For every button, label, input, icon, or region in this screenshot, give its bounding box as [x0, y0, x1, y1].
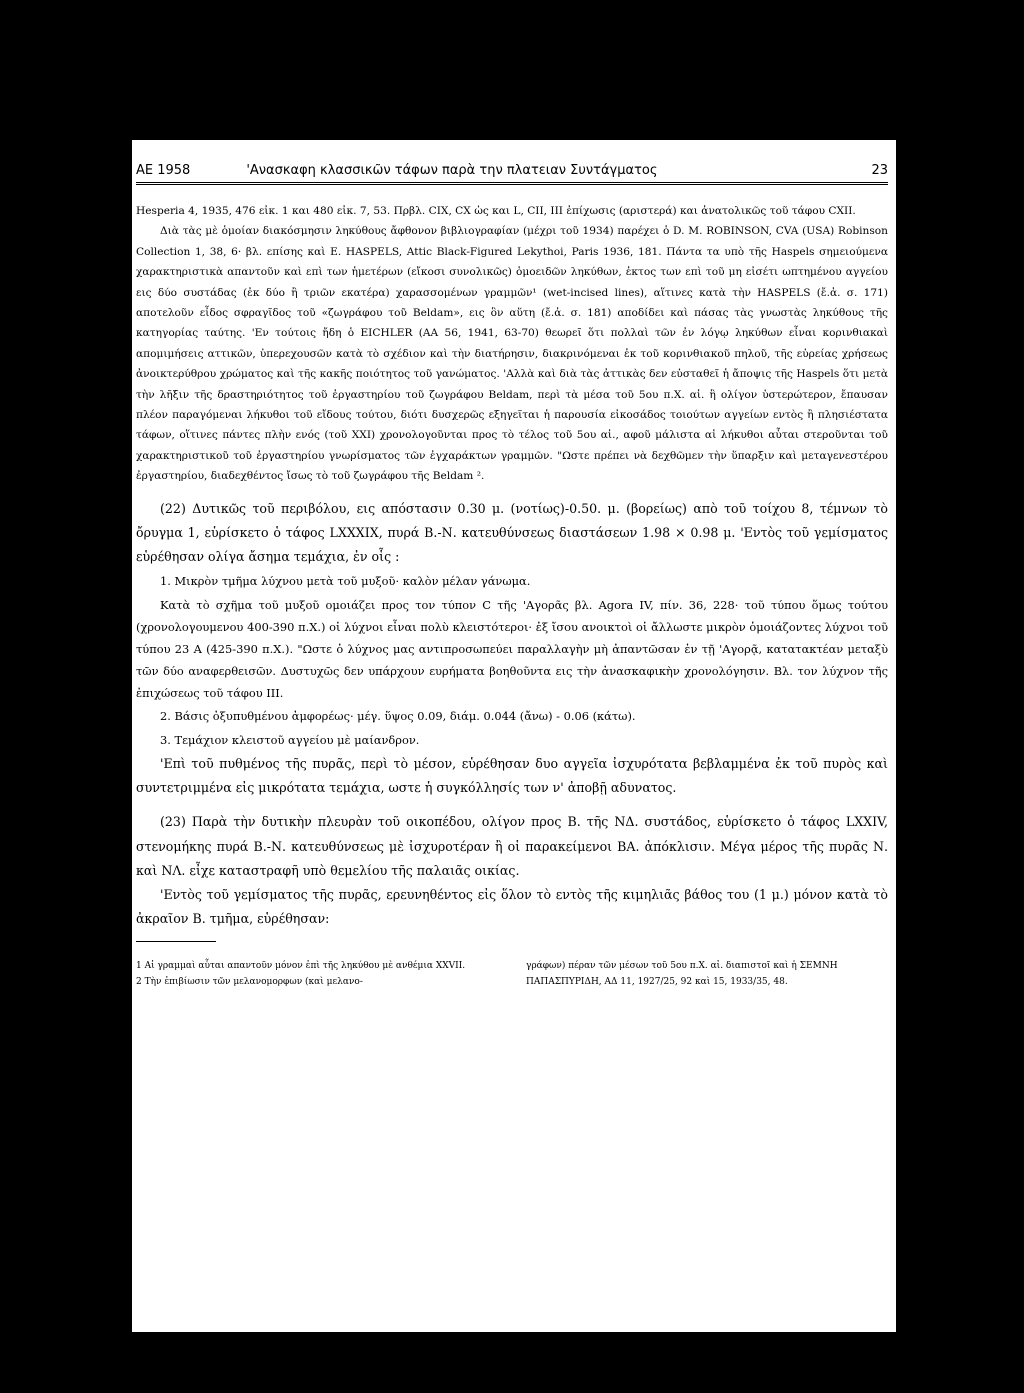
- journal-label: ΑΕ 1958: [136, 163, 191, 178]
- page-number: 23: [871, 163, 888, 178]
- footnote: 1 Αἱ γραμμαὶ αὗται απαντοῦν μόνον ἐπὶ τῆς ληκύθου μὲ ανθέμια XXVII.: [136, 961, 466, 972]
- footnote: γράφων) πέραν τῶν μέσων τοῦ 5ου π.Χ. αἰ. διαπιστοῖ καὶ ἡ ΣΕΜΝΗ ΠΑΠΑΣΠΥΡΙΔΗ, ΑΔ 11, 1927/25, 92 καὶ 15, 1933/35, 48.: [526, 961, 838, 988]
- list-item: 2. Βάσις ὀξυπυθμένου ἀμφορέως· μέγ. ὕψος 0.09, διάμ. 0.044 (ἄνω) - 0.06 (κάτω).: [160, 708, 636, 723]
- section-intro: (23) Παρὰ τὴν δυτικὴν πλευρὰν τοῦ οικοπέδου, ολίγον προς Β. τῆς ΝΔ. συστάδος, εὑρίσκετο ὁ τάφος LXXIV, στενομήκης πυρά Β.-Ν. κατευθύνσεως μὲ ἰσχυροτέραν ἢ οἱ παρακείμενοι ΒΑ. ἀπόκλισιν. Μέγα μέρος τῆς πυρᾶς Ν. καὶ ΝΛ. εἶχε καταστραφῆ υπὸ θεμελίου τῆς παλαιᾶς οικίας.: [136, 814, 888, 878]
- small-print-notes: [136, 201, 888, 487]
- footnote-rule: [136, 941, 216, 942]
- running-title: 'Ανασκαφη κλασσικῶν τάφων παρὰ την πλατειαν Συντάγματος: [246, 163, 658, 178]
- section-closing: 'Εντὸς τοῦ γεμίσματος τῆς πυρᾶς, ερευνηθέντος εἰς ὅλον τὸ εντὸς τῆς κιμηλιᾶς βάθος του (1 μ.) μόνον κατὰ τὸ ἀκραῖον Β. τμῆμα, εὑρέθησαν:: [136, 886, 888, 927]
- list-item: 3. Τεμάχιον κλειστοῦ αγγείου μὲ μαίανδρον.: [160, 732, 420, 747]
- footnotes: [136, 958, 888, 990]
- running-header: [136, 148, 888, 185]
- footnote: 2 Τὴν ἐπιβίωσιν τῶν μελανομορφων (καὶ μελανο-: [136, 977, 363, 988]
- footnotes-left: [136, 958, 498, 990]
- section-intro: (22) Δυτικῶς τοῦ περιβόλου, εις απόστασιν 0.30 μ. (νοτίως)-0.50. μ. (βορείως) απὸ τοῦ τοίχου 8, τέμνων τὸ ὄρυγμα 1, εὑρίσκετο ὁ τάφος LXXXIX, πυρά Β.-Ν. κατευθύνσεως διαστάσεων 1.98 × 0.98 μ. 'Εντὸς τοῦ γεμίσματος εὑρέθησαν ολίγα ἄσημα τεμάχια, ἐν οἷς :: [136, 500, 888, 565]
- section-23: [136, 810, 888, 931]
- document-page: [136, 148, 888, 990]
- note-paragraph: Διὰ τὰς μὲ ὁμοίαν διακόσμησιν ληκύθους ἄφθονον βιβλιογραφίαν (μέχρι τοῦ 1934) παρέχει ὁ D. M. ROBINSON, CVA (USA) Robinson Collection 1, 38, 6· βλ. επίσης καὶ E. HASPELS, Attic Black-Figured Lekythoi, Paris 1936, 181. Πάντα τα υπὸ τῆς Haspels σημειούμενα χαρακτηριστικὰ απαντοῦν καὶ επὶ των ἡμετέρων (εἴκοσι συνολικῶς) ὁμοειδῶν ληκύθων, ἐκτος των επὶ τοῦ μη εἰσέτι ωπτημένου αγγείου εις δύο συστάδας (ἐκ δύο ἢ τριῶν εκατέρα) χαρασσομένων γραμμῶν¹ (wet-incised lines), αἵτινες κατὰ τὴν HASPELS (ἔ.ἀ. σ. 171) αποτελοῦν εἶδος σφραγῖδος τοῦ «ζωγράφου τοῦ Beldam», εις ὃν αὕτη (ἔ.ἀ. σ. 181) αποδίδει καὶ πάσας τὰς γνωστὰς ληκύθους τῆς κατηγορίας ταύτης. 'Εν τούτοις ἤδη ὁ EICHLER (AA 56, 1941, 63-70) θεωρεῖ ὅτι πολλαὶ τῶν ἐν λόγῳ ληκύθων εἶναι κορινθιακαὶ απομιμήσεις αττικῶν, ὑπερεχουσῶν κατὰ τὸ σχέδιον καὶ τὴν διατήρησιν, διακρινόμεναι ἐκ τοῦ κορινθιακοῦ πηλοῦ, τῆς εὐρείας χρήσεως ἀνοικτερύθρου χρώματος καὶ τῆς κακῆς ποιότητος τοῦ γανώματος. 'Αλλὰ καὶ διὰ τὰς ἀττικὰς δεν εὐσταθεῖ ἡ ἄποψις τῆς Haspels ὅτι μετὰ τὴν λῆξιν τῆς δραστηριότητος τοῦ ἐργαστηρίου τοῦ ζωγράφου Beldam, περὶ τὰ μέσα τοῦ 5ου π.Χ. αἰ. ἢ ολίγον ὑστερώτερον, ἔπαυσαν πλέον παραγόμεναι λήκυθοι τοῦ εἴδους τούτου, διότι δυσχερῶς εξηγεῖται ἡ παρουσία εἰκοσάδος τοιούτων αγγείων εντὸς ἢ πλησιέστατα τάφων, οἵτινες πάντες πλὴν ενός (τοῦ XXI) χρονολογοῦνται προς τὸ τέλος τοῦ 5ου αἰ., αφοῦ μάλιστα αἱ λήκυθοι αὗται στεροῦνται τοῦ χαρακτηριστικοῦ τοῦ ἐργαστηρίου γνωρίσματος τῶν ἐγχαράκτων γραμμῶν. "Ωστε πρέπει νὰ δεχθῶμεν τὴν ὕπαρξιν καὶ μεταγενεστέρου ἐργαστηρίου, διαδεχθέντος ἴσως τὸ τοῦ ζωγράφου τῆς Beldam ².: [136, 225, 888, 483]
- footnotes-right: [526, 958, 888, 990]
- section-22: [136, 497, 888, 801]
- section-closing: 'Επὶ τοῦ πυθμένος τῆς πυρᾶς, περὶ τὸ μέσον, εὑρέθησαν δυο αγγεῖα ἰσχυρότατα βεβλαμμένα ἐκ τοῦ πυρὸς καὶ συντετριμμένα εἰς μικρότατα τεμάχια, ωστε ἡ συγκόλλησίς των ν' ἀποβῇ αδυνατος.: [136, 755, 888, 796]
- note-paragraph: Hesperia 4, 1935, 476 εἰκ. 1 και 480 εἰκ. 7, 53. Πρβλ. CIX, CX ὡς και L, CII, III ἐπίχωσις (αριστερά) και ἀνατολικῶς τοῦ τάφου CXII.: [136, 205, 856, 217]
- item-description: Κατὰ τὸ σχῆμα τοῦ μυξοῦ ομοιάζει προς τον τύπον C τῆς 'Αγορᾶς βλ. Agora IV, πίν. 36, 228· τοῦ τύπου ὅμως τούτου (χρονολογουμενου 400-390 π.Χ.) οἱ λύχνοι εἶναι πολὺ κλειστότεροι· ἐξ ἴσου ανοικτοὶ οἱ ἄλλωστε μικρὸν ὁμοιάζοντες λύχνοι τοῦ τύπου 23 Α (425-390 π.Χ.). "Ωστε ὁ λύχνος μας αντιπροσωπεύει παραλλαγὴν μὴ ἀπαντῶσαν ἐν τῇ 'Αγορᾷ, κατατακτέαν μεταξὺ τῶν δύο αναφερθεισῶν. Δυστυχῶς δεν υπάρχουν ευρήματα βοηθοῦντα εις τὴν ἀνασκαφικὴν χρονολόγησιν. Βλ. τον λύχνον τῆς ἐπιχώσεως τοῦ τάφου III.: [136, 597, 888, 700]
- list-item: 1. Μικρὸν τμῆμα λύχνου μετὰ τοῦ μυξοῦ· καλὸν μέλαν γάνωμα.: [160, 574, 531, 589]
